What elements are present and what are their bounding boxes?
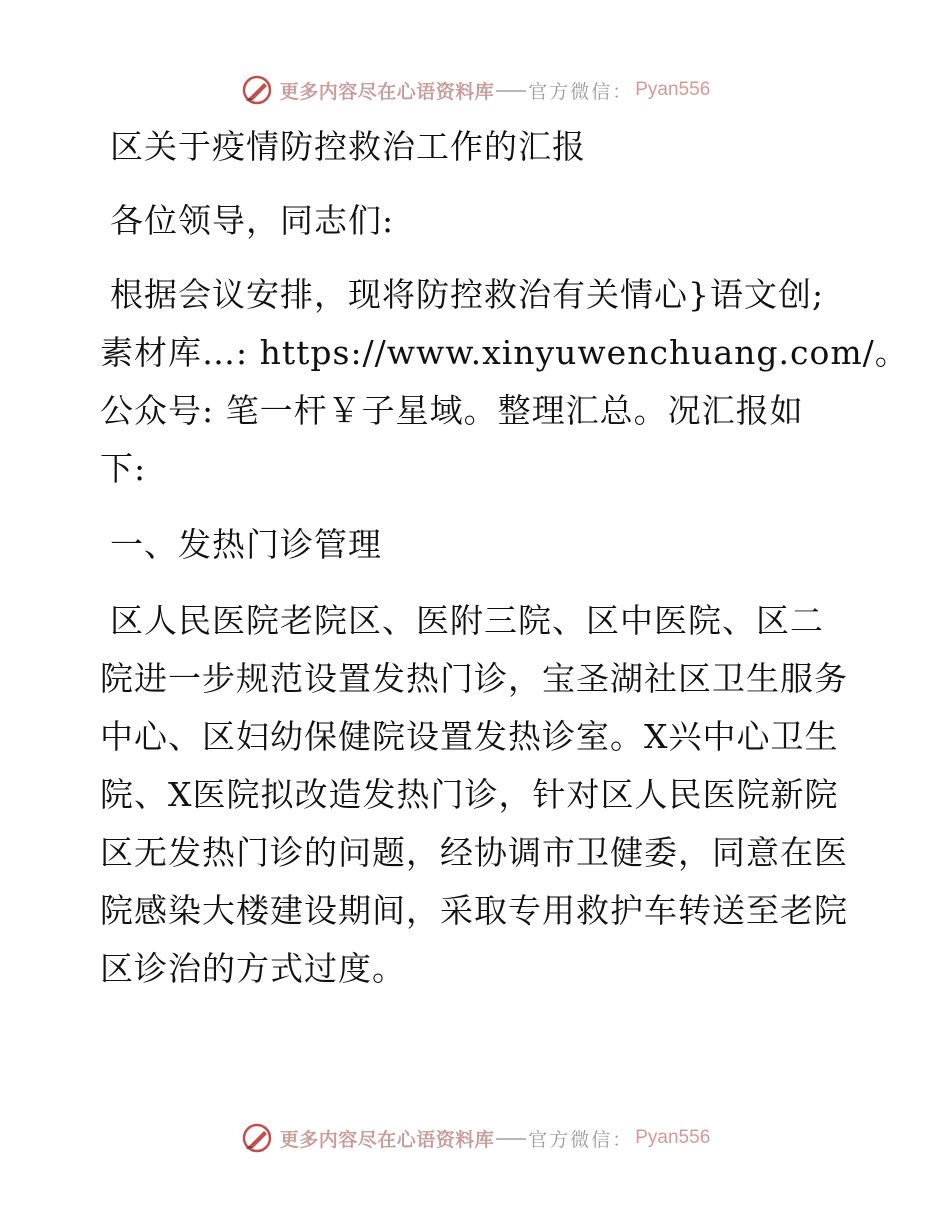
pen-logo-icon [240,1121,274,1155]
intro-line: 素材库…: https://www.xinyuwenchuang.com/。 [100,333,909,372]
section-line: 区无发热门诊的问题，经协调市卫健委，同意在医 [100,833,848,872]
footer-watermark [0,1118,950,1158]
watermark-handle: Pyan556 [635,79,711,100]
section-line: 院感染大楼建设期间，采取专用救护车转送至老院 [100,891,848,930]
watermark-dash [496,1138,526,1140]
section-line: 院、X医院拟改造发热门诊，针对区人民医院新院 [100,775,839,814]
watermark-dash [496,90,526,92]
watermark-text [280,1125,711,1152]
watermark-handle: Pyan556 [635,1127,711,1148]
section-line: 区人民医院老院区、医附三院、区中医院、区二 [110,601,824,640]
intro-line: 下: [100,449,147,488]
section-line: 区诊治的方式过度。 [100,949,406,988]
watermark-sub-text: 官方微信： [528,80,634,103]
document-body [100,118,909,998]
header-watermark [0,70,950,110]
intro-line: 根据会议安排，现将防控救治有关情心}语文创; [110,275,825,314]
intro-line: 公众号: 笔一杆￥子星域。整理汇总。况汇报如 [100,391,804,430]
watermark-text [280,77,711,104]
watermark-main-text: 更多内容尽在心语资料库 [279,1128,495,1151]
greeting: 各位领导，同志们: [110,201,395,240]
section-line: 院进一步规范设置发热门诊，宝圣湖社区卫生服务 [100,659,848,698]
section-line: 中心、区妇幼保健院设置发热诊室。X兴中心卫生 [100,717,839,756]
document-title: 区关于疫情防控救治工作的汇报 [110,127,586,166]
intro-paragraph [100,266,909,498]
watermark-sub-text: 官方微信： [528,1128,634,1151]
watermark-main-text: 更多内容尽在心语资料库 [279,80,495,103]
section-paragraph [100,592,850,998]
section-heading: 一、发热门诊管理 [110,525,382,564]
pen-logo-icon [240,73,274,107]
